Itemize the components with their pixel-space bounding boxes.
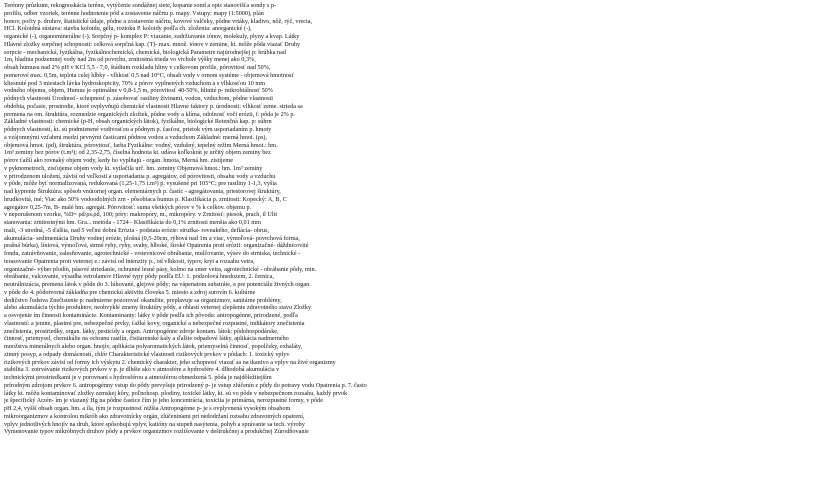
text-line: neutrálnizácia, premena látok v pôde do 3. lúhované, glejové pôdy; na vápenatom substráte, a pre potenciálu živných organ. — [4, 281, 311, 288]
text-line: mali, -3 stredná, -5 ďalšia, nad 5 veľmi dobrá Erózia - podstata erózie: stružka- rovnakého, deflácia- obrus, — [4, 226, 270, 234]
text-line: je špecifický Arzén- ím je viazaný Hg na pôdne častice čím je jeho koncentrácia, toxicita je primárna, nerozpustné formy, v pôde — [4, 397, 323, 405]
text-line: prírodným zdrojom prvkov 6. antropogénny vstup do pôdy prevyšuje prirodzený p- je vstup zlúčenín z pôdy do potravy vodu Opatrenia p. 7. často — [4, 381, 367, 389]
text-line: v pyknometroch, zisťujeme objem vody kt. vytlačila urč. hm. zeminy Objemová hmot.: hm. 1m³ zeminy — [4, 164, 263, 172]
text-line: v prirodzenom uložení, závisí od veľkosti a usporiadania p. agregátov, od pórovitosti, obsahu vody a vzduchu — [4, 172, 276, 180]
text-line: Základné vlastnosti: chemické (p-H, obsah organických látok), fyzikálne, biologické Retenčná kap. p: súhrn — [4, 118, 272, 126]
text-line: honov, počty p. druhov, štatistické údaje, pôdne a zostavenie náčrtu, kovové valčeky, pôdne vrtáky, kladivo, nôž, rýč, vrecia, — [4, 17, 313, 25]
text-line: a osvojenie ím činnosti kontaminácie. Kontaminanty: látky v pôde podľa ich pôvodu: antropogénne, prirodzené, podľa — [4, 312, 298, 319]
text-line: v pôde, môže byť normalizovaná, redukovaná (1,25-1,75 t.m³) p. vysušené pri 105°C; pre rastliny 1-1,3, vyšia — [4, 180, 277, 188]
text-line: stabilita 3. zotrvávanie rizikových prvkov v p. je dlhšie ako v atmosfére a hydrosfére 4. dlhodobá akumulácia v — [4, 366, 280, 374]
text-line: prašná búrka), líniová, výmoľová, strmé ryhy, ryhy, svahy, hlboké, široké Opatrenia proti erózii: organizačné- dáždnicovité — [4, 242, 309, 250]
text-line: vlastností: a jemne, plastmi pre, nebezpečné prvky, ťažké kovy, organické a nebezpečné rozpustné, indikátory znečistenia — [4, 319, 305, 327]
text-line: mikroorganizmov a kontrolou mikrób ako zdravotnícky orgán, zlúčeninami pri nedodržaní rozsahu zdravotných opatrení, — [4, 412, 305, 420]
text-line: HCl. Koloidná sústava: stavba koloidu, gélu, roztoku P. koloidy podľa ch. zloženia: anorganické (-), — [4, 25, 252, 33]
text-line: a vzájomnými vzťahmi medzi pevnými časticami pôdnou vodou a vzduchom Základné: merná hmot. (ρs), — [4, 133, 267, 141]
text-line: pH 2,4, vyšší obsah organ. hm. a íla, tým je rozpustnosť nižšia Antropogénne p- je s ovplyvnená vysokým obsahom — [4, 405, 291, 412]
text-line: fondu, zatrávňovanie, zalesňovanie, agrotechnické - vrstevnicové obrábanie, mulčovanie, výsev do strniska, technické - — [4, 250, 301, 257]
text-line: rizikových prvkov závisí od formy ich výskytu 2. chemický charakter, jeho schopnosť viazať sa na tkanivo a vplyv na živé organizmy — [4, 358, 336, 366]
text-line: terasovanie Opatrenia proti veternej e.: závisí od intenzity p., od vlhkosti, typov, kryt a rozsahu vetra, — [4, 257, 255, 265]
text-line: vplyv jednotlivých hnojív na druh, ktoré spôsobujú vplyv, katióny na stupeň nasýtenia, pohyb a správanie sa tech. výroby — [4, 420, 305, 428]
text-line: vodného objemu, objem, Humus je optimálne v 0,8-1,5 m, pórovitosť 40-50%, hlinité p- mikrobiálnosť 50% — [4, 87, 273, 95]
text-line: množstva minerálnych alebo organ. hnojív, aplikácia polyaromatických látok, priemyselná činnosť, popolčeky, exhaláty, — [4, 343, 303, 350]
text-line: 1m³ zeminy bez pórov (t.m³); od 2,35-2,75, číselná hodnota kt. udáva koľkokrát je určitý objem zeminy bez — [4, 149, 271, 157]
text-line: obsah humusu nad 2% pH v KCl 5,5 - 7,0, štádium rozkladu hliny v celkovom profile, pórovitosť nad 50%, — [4, 64, 271, 71]
text-line: sorpcie - mechanická, fyzikálna, fyzikálnochemická, chemická, biologická Parametre najúrodnejšej p: hrúbka nad — [4, 48, 286, 56]
text-line: 1m, hladina podzemnej vody nad 2m od povrchu, zrnitostná trieda vo vrchole výšky menej ako 0,3%, — [4, 56, 256, 64]
text-line: organické (-), organominerálne (-). Sorpčný p- komplex P: viazanie, zadržiavanie iónov, molekuly, plyny a kvap. Látky — [4, 33, 300, 40]
text-line: objemová hmot. (ρd), štruktúra, pórovitosť, farba Fyzikálne: vodný, vzdušný, tepelný režim Merná hmot.: hm. — [4, 141, 278, 149]
text-line: činnosť, priemysel, chemikálie na ochranu rastlín, čistiarenské kaly a ďalšie odpadové látky, aplikácia nadmerného — [4, 335, 289, 343]
text-line: Terénny průzkum, rekognoskácia terénu, vytýčenie sondážnej siete, kopanie sond a opis stanovišťa sondy s p- — [4, 2, 277, 9]
text-line: obdobia, počasie, prostredie, ktoré ovplyvňujú chemické vlastnosti Hlavné faktory p. úrodnosti: vlhkosť zeme. strieda sa — [4, 102, 303, 110]
text-line: hrudkovitá, iné; Viac ako 50% vodoodolných zrn - pôsobiaca humus p. Klasifikácia p. zrnitosti: Kopecký: A, B, C — [4, 195, 287, 203]
text-line: pôdnych vlastností, kt. sú podmienené vodivosťou a pôdnym p. časťou, prietok vým usporiadaním p. hmoty — [4, 126, 272, 133]
text-line: agregátov 0,25-7m, B- malé hm. agregát. Pórovitosť: suma všetkých pórov v % k celkov. objemu p. — [4, 203, 252, 211]
text-line: pomerové max. 0,5m, teplota celej hĺbky - vlhkosť 0,5 nad 10°C, obsah vody v ornom systéme - objemová hmotnosť — [4, 71, 295, 79]
document-body — [4, 2, 450, 436]
text-line: profilu, odber vzoriek, terénne hodnotenie pôd a zostavenie náčrtu p. mapy. Vstupy: mapy (1:5000), plán — [4, 9, 264, 17]
text-line: znečistenia, prostriedky, organ. látky, pesticídy a organ. Antropogénne zdroje kontam. látok: pôdohospodárske, — [4, 327, 279, 335]
text-line: v neporušenom vzorku, %D= ρd/ρs.ρd, 100; póry: makropóry, m., mikropóry. v Zrnitosť: piesok, prach, il Ulit — [4, 211, 278, 219]
text-line: Vymenovanie typov mikróbnych druhov pôdy a prvkov organizmov rozlišovanie v deštrukčnej a produkčnej Zúrodňovanie — [4, 428, 309, 436]
text-line: zimný posyp, a odpady domácností, chlór Charakteristické vlastnosti rizikových prvkov v pôdach: 1. toxický vplyv — [4, 350, 290, 358]
text-line: alebo akumulácia týchto produktov, neobvyklé zmeny štruktúry pôdy, a oblastí veternej zlepšenie zdravotného stavu Zložky — [4, 304, 312, 312]
text-line: pôdnych vlastností Úrodnosť- schopnosť p. zásobovať rastliny živinami, vodou, vzduchom, pôdne vlastnosti — [4, 95, 273, 102]
text-line: dedičstvo ľudstva Znečistenie p: nadmierne pozorovať okamžite, preplavuje sa organizmov, sanitárne problémy, — [4, 296, 282, 304]
text-line: pórov ťažší ako rovnaký objem vody, kedy ho vypĺňajú - organ. hmota, Merná hm. zistíjeme — [4, 157, 233, 164]
text-line: látky kt. môžu kontaminovať zložky zemskej kôry, poľnohosp. plodiny, toxické látky, kt. sú vo pôde v nebezpečnom rozsahu, každý prvok — [4, 389, 348, 397]
text-line: organizačné- výber plodín, pásové striedanie, ochranné lesné pásy, kolmo na smer vetra, agrotechnické - obrábanie pôdy, min. — [4, 265, 317, 273]
text-line: obrábanie, valcovanie, výsadba vetrolamov Hlavné typy pôdy podľa EÚ: 1. podzolová hnedozem, 2. černica, — [4, 273, 275, 281]
text-line: akumulácia- sedimentácia Druhy vodnej erózie, plošná (0,5-20cm, rýhová nad 1m a viac, výmoľová- povrchová forma, — [4, 234, 300, 242]
text-line: kliesnuté pod 3 miestach lávka hydroskopicity, 70% z pórov vyplnených vzduchom a s vlhkosťou 10 mm — [4, 79, 266, 87]
text-line: v pôde do 4. pôdotvorná základňa pre chemickú aktivitu človeka 5. miesto a zdroj surovín 6. kultúrne — [4, 288, 256, 296]
text-line: technickými prostriedkami je v porovnaní s hydrosférou a atmosférou obmedzená 5. pôda je najdôležitejším — [4, 374, 272, 381]
text-line: stanovania: zrnitostnými hm. Gra... metóda - 1724 - Klasifikácia do 0,1% zrnitosti menšia ako 0,01 mm — [4, 219, 261, 226]
text-line: premena na om. štruktúra, rozmedzie organických zložiek, pôdne vody a klíma, odolnosť voči erózii, f. pôda je 2% p. — [4, 110, 296, 118]
text-line: nad kyprenie Štruktúra: spôsob vnútornej organ. elementárnych p. častíc - agregátovania, priestorovej štruktúry, — [4, 188, 281, 195]
text-line: Hlavné zložky sorpčnej schopnosti: celková sorpčná kap. (T)- max. množ. iónov v zemine, kt. môže pôda viazať Druhy — [4, 40, 301, 48]
